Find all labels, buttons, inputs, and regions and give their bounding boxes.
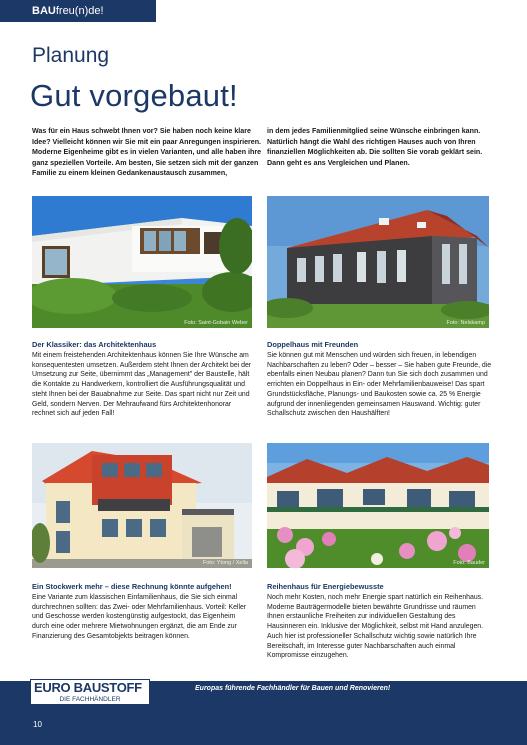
section-body-extra-storey: Eine Variante zum klassischen Einfamilienhaus, die Sie sich einmal durchrechnen sollten: das Zwei- oder Mehrfamilienhaus. Vorteil: Keller und Geschosse werden kostengünstig aufgestockt, das Eigenheim durch eine oder mehrere Mietwohnungen ergänzt, die am Ende zur Finanzierung des Gesamtobjekts beitragen können.	[32, 594, 247, 640]
section-body-terraced-house: Noch mehr Kosten, noch mehr Energie spart natürlich ein Reihenhaus. Moderne Bauträgermodelle bieten bewährte Grundrisse und räumen Ihnen erstaunliche Freiheiten zur individuellen Gestaltung des Hausinneren ein. Inklusive der Möglichkeit, selbst mit Hand anzulegen. Auch hier ist professioneller Schallschutz wichtig sowie natürlich Ihre Bereitschaft, im Interesse guter Nachbarschaften auch einmal Kompromisse einzugehen.	[267, 594, 484, 660]
intro-left-column: Was für ein Haus schwebt Ihnen vor? Sie haben noch keine klare Idee? Vielleicht können wir Sie mit ein paar Anregungen inspirieren. Moderne Eigenheime gibt es in vielen Varianten, und alle haben ihre ganz speziellen Vorteile. Am besten, Sie setzen sich mit der ganzen Familie zu einem kleinen Gedankenaustausch zusammen,	[32, 127, 262, 178]
intro-right-column: in dem jedes Familienmitglied seine Wünsche einbringen kann. Natürlich hängt die Wahl des richtigen Hauses auch von Ihren finanziellen Möglichkeiten ab. Die sollten Sie vorab geklärt sein. Dann geht es ans Vergleichen und Planen.	[267, 127, 483, 167]
section-title-double-house: Doppelhaus mit Freunden	[267, 340, 359, 349]
logo-subline: DIE FACHHÄNDLER	[59, 696, 121, 703]
section-title-extra-storey: Ein Stockwerk mehr – diese Rechnung könnte aufgehen!	[32, 582, 232, 591]
logo-wordmark: EURO BAUSTOFF	[34, 680, 142, 695]
photo-multi-storey-house	[32, 443, 252, 568]
photo-credit: Foto: Bauder	[453, 560, 485, 566]
brand-prefix: BAU	[32, 5, 56, 17]
section-header-bar	[0, 0, 156, 22]
page-headline: Gut vorgebaut!	[30, 78, 238, 113]
photo-credit: Foto: Nelskamp	[446, 320, 485, 326]
eurobaustoff-logo	[30, 679, 150, 705]
section-title-architect: Der Klassiker: das Architektenhaus	[32, 340, 157, 349]
photo-double-house	[267, 196, 489, 328]
section-title-terraced-house: Reihenhaus für Energiebewusste	[267, 582, 384, 591]
photo-terraced-houses	[267, 443, 489, 568]
section-kicker: Planung	[32, 44, 110, 67]
photo-architect-house	[32, 196, 252, 328]
section-body-architect: Mit einem freistehenden Architektenhaus können Sie Ihre Wünsche am konsequentesten umsetzen. Außerdem steht Ihnen der Architekt bei der Umsetzung zur Seite, übernimmt das „Management" der Baustelle, hält die Kontakte zu Handwerkern, kontrolliert die Ausführungsqualität und steht Ihnen bei der Bauabnahme zur Seite. Das spart nicht nur Zeit und Geld, sondern Nerven. Der Mehraufwand fürs Architektenhonorar rechnet sich auf jeden Fall!	[32, 352, 252, 418]
footer-tagline: Europas führende Fachhändler für Bauen und Renovieren!	[195, 685, 391, 692]
photo-credit: Foto: Ytong / Xella	[202, 560, 248, 566]
photo-credit: Foto: Saint-Gobain Weber	[184, 320, 248, 326]
page-number: 10	[33, 720, 42, 729]
brand-suffix: freu(n)de!	[55, 5, 104, 17]
section-body-double-house: Sie können gut mit Menschen und würden sich freuen, in lebendigen Nachbarschaften zu leben? Oder – besser – Sie haben gute Freunde, die ebenfalls einen Neubau planen? Dann tun Sie sich doch zusammen und errichten ein Doppelhaus in Ein- oder Mehrfamilienbauweise! Das spart Grundstücksfläche, Planungs- und Baukosten sowie ca. 25 % Energie aufgrund der innenliegenden gemeinsamen Hauswand. Wichtig: guter Schallschutz zwischen den Haushälften!	[267, 352, 492, 418]
